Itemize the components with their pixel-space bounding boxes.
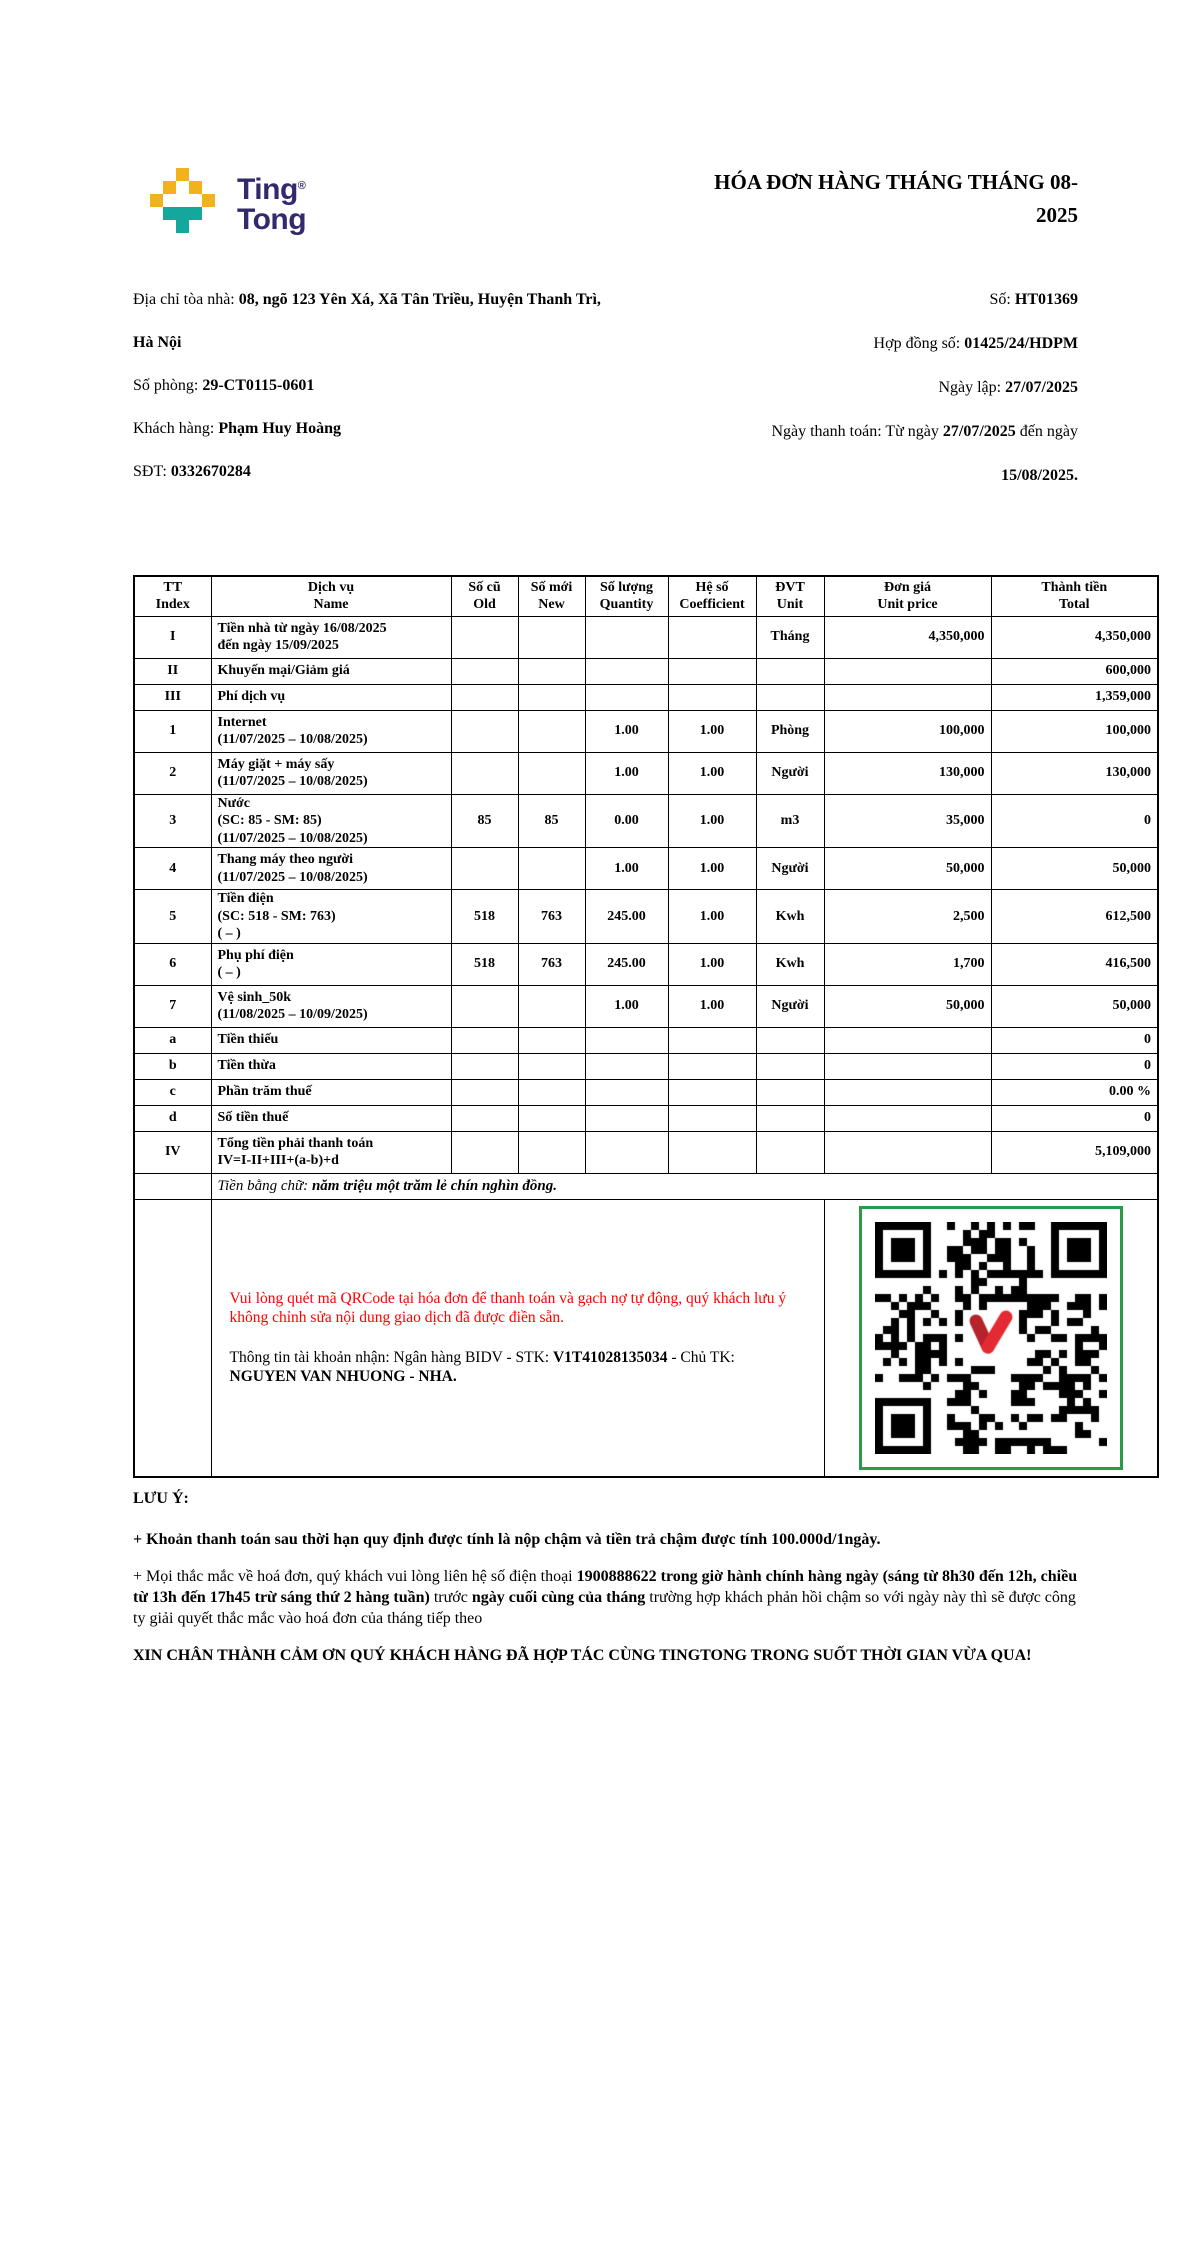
empty-cell [134,1199,211,1477]
unit-cell [756,684,824,710]
quantity-cell [585,1079,668,1105]
new-reading-cell [518,658,585,684]
unit-price-cell [824,1079,991,1105]
qr-code [859,1206,1123,1470]
invoice-row [134,1027,1158,1053]
column-header: Dịch vụ Name [211,576,451,616]
old-reading-cell: 518 [451,890,518,944]
invoice-meta-block [578,278,1078,498]
new-reading-cell [518,985,585,1027]
unit-price-cell [824,1105,991,1131]
unit-price-cell [824,1053,991,1079]
index-cell: 7 [134,985,211,1027]
index-cell: d [134,1105,211,1131]
room-number: Số phòng: 29-CT0115-0601 [133,377,315,394]
issue-date: Ngày lập: 27/07/2025 [938,379,1078,396]
coefficient-cell [668,1053,756,1079]
invoice-row [134,658,1158,684]
new-reading-cell [518,1105,585,1131]
service-name-cell: Máy giặt + máy sấy (11/07/2025 – 10/08/2025) [211,752,451,794]
invoice-row [134,684,1158,710]
unit-price-cell: 2,500 [824,890,991,944]
invoice-row [134,848,1158,890]
unit-price-cell [824,658,991,684]
service-name-cell: Vệ sinh_50k (11/08/2025 – 10/09/2025) [211,985,451,1027]
total-cell: 1,359,000 [991,684,1158,710]
coefficient-cell: 1.00 [668,752,756,794]
invoice-row [134,752,1158,794]
column-header: ĐVT Unit [756,576,824,616]
invoice-row [134,710,1158,752]
qr-code-canvas [875,1222,1107,1454]
qr-payment-notice: Vui lòng quét mã QRCode tại hóa đơn để thanh toán và gạch nợ tự động, quý khách lưu ý không chỉnh sửa nội dung giao dịch đã được điền sẵn. [229,1290,787,1327]
total-cell: 600,000 [991,658,1158,684]
quantity-cell: 1.00 [585,848,668,890]
contract-number: Hợp đồng số: 01425/24/HDPM [873,335,1078,352]
quantity-cell [585,658,668,684]
quantity-cell: 1.00 [585,710,668,752]
coefficient-cell [668,1027,756,1053]
service-name-cell: Nước (SC: 85 - SM: 85) (11/07/2025 – 10/08/2025) [211,794,451,848]
invoice-title: HÓA ĐƠN HÀNG THÁNG THÁNG 08- 2025 [714,170,1078,227]
old-reading-cell [451,710,518,752]
column-header: Thành tiền Total [991,576,1158,616]
quantity-cell [585,1131,668,1173]
index-cell: 3 [134,794,211,848]
old-reading-cell [451,1131,518,1173]
total-cell: 100,000 [991,710,1158,752]
new-reading-cell [518,1131,585,1173]
new-reading-cell [518,1053,585,1079]
index-cell: 6 [134,943,211,985]
index-cell: I [134,616,211,658]
column-header: Số mới New [518,576,585,616]
new-reading-cell [518,1079,585,1105]
total-cell: 50,000 [991,848,1158,890]
unit-cell [756,1053,824,1079]
late-payment-note: + Khoản thanh toán sau thời hạn quy định được tính là nộp chậm và tiền trả chậm được tính 100.000d/1ngày. [133,1531,881,1548]
service-name-cell: Tiền nhà từ ngày 16/08/2025 đến ngày 15/09/2025 [211,616,451,658]
building-address: Địa chỉ tòa nhà: 08, ngõ 123 Yên Xá, Xã Tân Triều, Huyện Thanh Trì, Hà Nội [133,291,601,351]
total-cell: 0 [991,1053,1158,1079]
logo-pixel [176,168,189,181]
unit-price-cell: 50,000 [824,985,991,1027]
invoice-row [134,985,1158,1027]
quantity-cell [585,1105,668,1131]
coefficient-cell [668,1105,756,1131]
new-reading-cell: 763 [518,943,585,985]
total-cell: 416,500 [991,943,1158,985]
service-name-cell: Phần trăm thuế [211,1079,451,1105]
new-reading-cell: 85 [518,794,585,848]
unit-cell: Người [756,985,824,1027]
invoice-row [134,943,1158,985]
quantity-cell: 245.00 [585,943,668,985]
tingtong-logo-mark-icon [150,168,215,233]
old-reading-cell [451,1105,518,1131]
coefficient-cell [668,616,756,658]
unit-price-cell: 50,000 [824,848,991,890]
new-reading-cell [518,710,585,752]
registered-mark: ® [297,180,306,192]
old-reading-cell [451,848,518,890]
bank-account-info: Thông tin tài khoản nhận: Ngân hàng BIDV - STK: V1T41028135034 - Chủ TK: NGUYEN VAN NHUONG - NHA. [229,1348,735,1386]
unit-price-cell: 35,000 [824,794,991,848]
old-reading-cell [451,684,518,710]
coefficient-cell: 1.00 [668,848,756,890]
column-header: Hệ số Coefficient [668,576,756,616]
invoice-row [134,1131,1158,1173]
unit-cell [756,1105,824,1131]
qr-row [134,1199,1158,1477]
service-name-cell: Phí dịch vụ [211,684,451,710]
unit-cell: Người [756,848,824,890]
old-reading-cell: 518 [451,943,518,985]
index-cell: 4 [134,848,211,890]
service-name-cell: Khuyến mại/Giảm giá [211,658,451,684]
unit-cell: Kwh [756,890,824,944]
service-name-cell: Tiền thừa [211,1053,451,1079]
old-reading-cell [451,985,518,1027]
invoice-number: Số: HT01369 [989,291,1078,308]
total-cell: 0 [991,1105,1158,1131]
unit-cell [756,1027,824,1053]
service-name-cell: Số tiền thuế [211,1105,451,1131]
old-reading-cell [451,1027,518,1053]
invoice-row [134,1105,1158,1131]
new-reading-cell [518,684,585,710]
coefficient-cell [668,658,756,684]
column-header: Số lượng Quantity [585,576,668,616]
total-cell: 0 [991,1027,1158,1053]
footer-notes [133,1488,1078,1682]
total-cell: 5,109,000 [991,1131,1158,1173]
old-reading-cell [451,752,518,794]
index-cell: II [134,658,211,684]
column-header: TT Index [134,576,211,616]
unit-cell: Tháng [756,616,824,658]
new-reading-cell: 763 [518,890,585,944]
quantity-cell [585,1027,668,1053]
unit-price-cell: 1,700 [824,943,991,985]
thank-you-note: XIN CHÂN THÀNH CẢM ƠN QUÝ KHÁCH HÀNG ĐÃ HỢP TÁC CÙNG TINGTONG TRONG SUỐT THỜI GIAN VỪA QUA! [133,1647,1032,1664]
coefficient-cell: 1.00 [668,710,756,752]
coefficient-cell: 1.00 [668,794,756,848]
old-reading-cell [451,616,518,658]
hotline-note: + Mọi thắc mắc về hoá đơn, quý khách vui lòng liên hệ số điện thoại 1900888622 trong giờ hành chính hàng ngày (sáng từ 8h30 đến 12h, chiều từ 13h đến 17h45 trừ sáng thứ 2 hàng tuần) trước ngày cuối cùng của tháng trường hợp khách phản hồi chậm so với ngày này thì sẽ được công ty giải quyết thắc mắc vào hoá đơn của tháng tiếp theo [133,1568,1078,1627]
total-cell: 612,500 [991,890,1158,944]
quantity-cell [585,616,668,658]
qr-code-cell [824,1199,1158,1477]
invoice-row [134,616,1158,658]
invoice-row [134,1053,1158,1079]
unit-price-cell: 4,350,000 [824,616,991,658]
logo-pixel [150,194,163,207]
customer-phone: SĐT: 0332670284 [133,463,251,480]
total-cell: 0.00 % [991,1079,1158,1105]
total-cell: 4,350,000 [991,616,1158,658]
index-cell: 5 [134,890,211,944]
unit-cell: Kwh [756,943,824,985]
customer-info-block [133,278,601,493]
unit-cell: Người [756,752,824,794]
coefficient-cell [668,1131,756,1173]
unit-cell [756,1131,824,1173]
quantity-cell: 245.00 [585,890,668,944]
unit-price-cell [824,1131,991,1173]
index-cell: 2 [134,752,211,794]
logo-pixel [163,207,202,220]
new-reading-cell [518,848,585,890]
invoice-row [134,1079,1158,1105]
total-cell: 0 [991,794,1158,848]
unit-price-cell: 100,000 [824,710,991,752]
customer-name: Khách hàng: Phạm Huy Hoàng [133,420,341,437]
coefficient-cell: 1.00 [668,985,756,1027]
logo-pixel [163,181,176,194]
index-cell: III [134,684,211,710]
unit-cell [756,658,824,684]
new-reading-cell [518,616,585,658]
coefficient-cell [668,684,756,710]
old-reading-cell [451,658,518,684]
new-reading-cell [518,752,585,794]
old-reading-cell: 85 [451,794,518,848]
quantity-cell: 1.00 [585,985,668,1027]
old-reading-cell [451,1053,518,1079]
coefficient-cell [668,1079,756,1105]
logo-pixel [189,181,202,194]
empty-cell [134,1173,211,1199]
quantity-cell: 0.00 [585,794,668,848]
service-name-cell: Internet (11/07/2025 – 10/08/2025) [211,710,451,752]
column-header: Số cũ Old [451,576,518,616]
notes-heading: LƯU Ý: [133,1490,189,1507]
invoice-row [134,794,1158,848]
old-reading-cell [451,1079,518,1105]
index-cell: IV [134,1131,211,1173]
invoice-rows [134,616,1158,1173]
invoice-row [134,890,1158,944]
amount-in-words-cell: Tiền bằng chữ: năm triệu một trăm lẻ chín nghìn đồng. [211,1173,1158,1199]
index-cell: a [134,1027,211,1053]
invoice-table [133,575,1159,1478]
tingtong-logo [150,168,306,235]
service-name-cell: Phụ phí điện ( – ) [211,943,451,985]
new-reading-cell [518,1027,585,1053]
quantity-cell: 1.00 [585,752,668,794]
total-cell: 130,000 [991,752,1158,794]
table-header-row [134,576,1158,616]
coefficient-cell: 1.00 [668,943,756,985]
coefficient-cell: 1.00 [668,890,756,944]
index-cell: 1 [134,710,211,752]
unit-cell [756,1079,824,1105]
quantity-cell [585,1053,668,1079]
index-cell: c [134,1079,211,1105]
unit-price-cell: 130,000 [824,752,991,794]
service-name-cell: Tiền thiếu [211,1027,451,1053]
unit-price-cell [824,684,991,710]
total-cell: 50,000 [991,985,1158,1027]
logo-pixel [176,220,189,233]
unit-price-cell [824,1027,991,1053]
payment-period: Ngày thanh toán: Từ ngày 27/07/2025 đến ngày 15/08/2025. [771,423,1078,484]
payment-instructions-cell [211,1199,824,1477]
unit-cell: m3 [756,794,824,848]
logo-pixel [202,194,215,207]
column-header: Đơn giá Unit price [824,576,991,616]
unit-cell: Phòng [756,710,824,752]
amount-in-words-row [134,1173,1158,1199]
tingtong-logo-text: Ting® Tong [237,173,307,236]
service-name-cell: Tổng tiền phải thanh toán IV=I-II+III+(a-b)+d [211,1131,451,1173]
quantity-cell [585,684,668,710]
service-name-cell: Thang máy theo người (11/07/2025 – 10/08/2025) [211,848,451,890]
service-name-cell: Tiền điện (SC: 518 - SM: 763) ( – ) [211,890,451,944]
index-cell: b [134,1053,211,1079]
